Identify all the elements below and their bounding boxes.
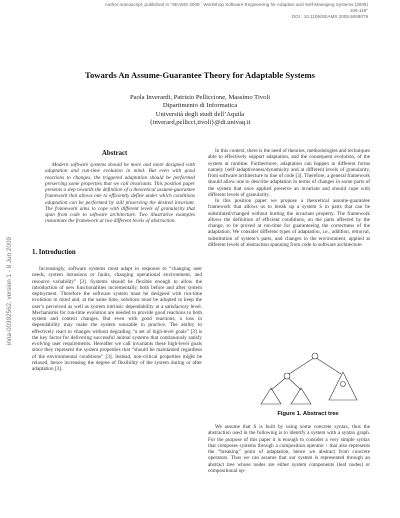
abstract-body bbox=[45, 162, 195, 225]
archive-id: inria-00392562, version 1 - 8 Jun 2009 bbox=[6, 237, 13, 345]
paper-title: Towards An Assume-Guarantee Theory for Adaptable Systems bbox=[85, 70, 315, 80]
right-paragraph-3: We assume that S is built by using some concrete syntax, thus the abstraction used in the following is to identify a system with a syntax graph. For the purpose of this paper it is enough to consider a very simple syntax that composes systems through a composition operator ◦ that also represents the “breaking” point of adaptation, hence we abstract from concrete operators. Thus we can assume that our system is represented through an abstract tree whose nodes are either system components (leaf nodes) or compositional op- bbox=[208, 424, 370, 474]
tree-left-node bbox=[284, 373, 290, 379]
header-line-1: Author manuscript, published in "SEAMS 2009 : Workshop Software Engineering for Adaptive and Self-Managing Systems (2009) bbox=[104, 2, 368, 7]
tree-subtree-triangle bbox=[329, 372, 357, 400]
header-line-3: DOI : 10.1109/SEAMS.2009.5069079 bbox=[291, 14, 368, 19]
author-names: Paola Inverardi, Patrizio Pelliccione, Massimo Tivoli bbox=[129, 94, 271, 101]
affiliation-university: Università degli studi dell’Aquila bbox=[155, 110, 245, 118]
abstract-heading: Abstract bbox=[102, 150, 128, 157]
publication-header bbox=[105, 2, 368, 20]
intro-heading: 1. Introduction bbox=[32, 249, 76, 256]
intro-body bbox=[32, 266, 202, 372]
author-email: {inverard,pellicci,tivoli}@di.univaq.it bbox=[149, 118, 251, 126]
tree-leaf-triangle bbox=[291, 388, 311, 404]
archive-sidebar bbox=[6, 185, 14, 345]
intro-paragraph: Increasingly, software systems must adapt in response to “changing user needs, system intrusions or faults, changing operational environment, and resource variability” [3]. Systems should be flexible enough to allow the introduction of new functionalities incrementally, both before and after system deployment. Therefore the software system must be designed with run-time evolution in mind and, at the same time, solutions must be adopted to keep the user’s perceived as well as system intrinsic dependability at a satisfactory level. Mechanisms for run-time evolution are needed to provide good reactions to both system and context changes. But even with good reactions, a loss in dependability may make the system unusable in practice. The ability to effectively react to changes without degrading “a set of high-level goals” [3] is the key factor for delivering successful animal systems that continuously satisfy evolving user requirements. Hereafter we call invariants these high-level goals since they represent the system properties that “should be maintained regardless of the environmental conditions” [3]. Instead, non-critical properties might be relaxed, hence increasing the degree of flexibility of the system during or after adaptation [3]. bbox=[32, 266, 202, 372]
right-column-body bbox=[208, 148, 370, 248]
right-column-continued bbox=[208, 424, 370, 474]
tree-leaf-triangle bbox=[261, 388, 281, 404]
figure-caption: Figure 1. Abstract tree bbox=[277, 411, 339, 417]
tree-inner-node bbox=[341, 382, 346, 387]
abstract-paragraph: Modern software systems should be more and more designed with adaptation and run-time evolution in mind. But even with good reactions to changes, the triggered adaptation should be performed preserving some properties that we call invariants. This position paper presents a step towards the definition of a theoretical assume-guarantee framework that allows one to efficiently define under which conditions adaptation can be performed by still preserving the desired invariant. The framework aims to cope with different levels of granularity that span from code to software architecture. Two illustrative examples instantiate the framework at two different levels of abstraction. bbox=[45, 162, 195, 225]
abstract-tree-figure bbox=[243, 350, 373, 408]
right-paragraph-2: In this position paper we propose a theoretical assume-guarantee framework that allows us to break up a system S in parts that can be substituted/changed without hurting the invariant property. The framework allows the definition of efficient conditions, on the parts affected by the change, to be proved at run-time for guaranteeing the correctness of the adaptation. We consider different types of adaptation, i.e., addition, removal, substitution of system’s parts, and changes in the environment, applied at different levels of abstraction spanning from code to software architecture. bbox=[208, 198, 370, 248]
tree-root-node bbox=[312, 353, 318, 359]
right-paragraph-1: In this context, there is the need of theories, methodologies and techniques able to effectively support adaptation, and the consequent evolution, of the system at runtime. Furthermore, adaptation can happen in different forms namely (self-)adaptiveness/dynamicity and at different levels of granularity, from software architecture to line of code [3]. Therefore, a general framework should allow one to describe adaptation in terms of changes in some parts of the system that once applied preserve an invariant and should cope with different levels of granularity. bbox=[208, 148, 370, 198]
header-line-2: 106-115" bbox=[349, 8, 368, 13]
affiliation-department: Dipartimento di Informatica bbox=[162, 102, 238, 110]
author-block bbox=[120, 94, 280, 127]
